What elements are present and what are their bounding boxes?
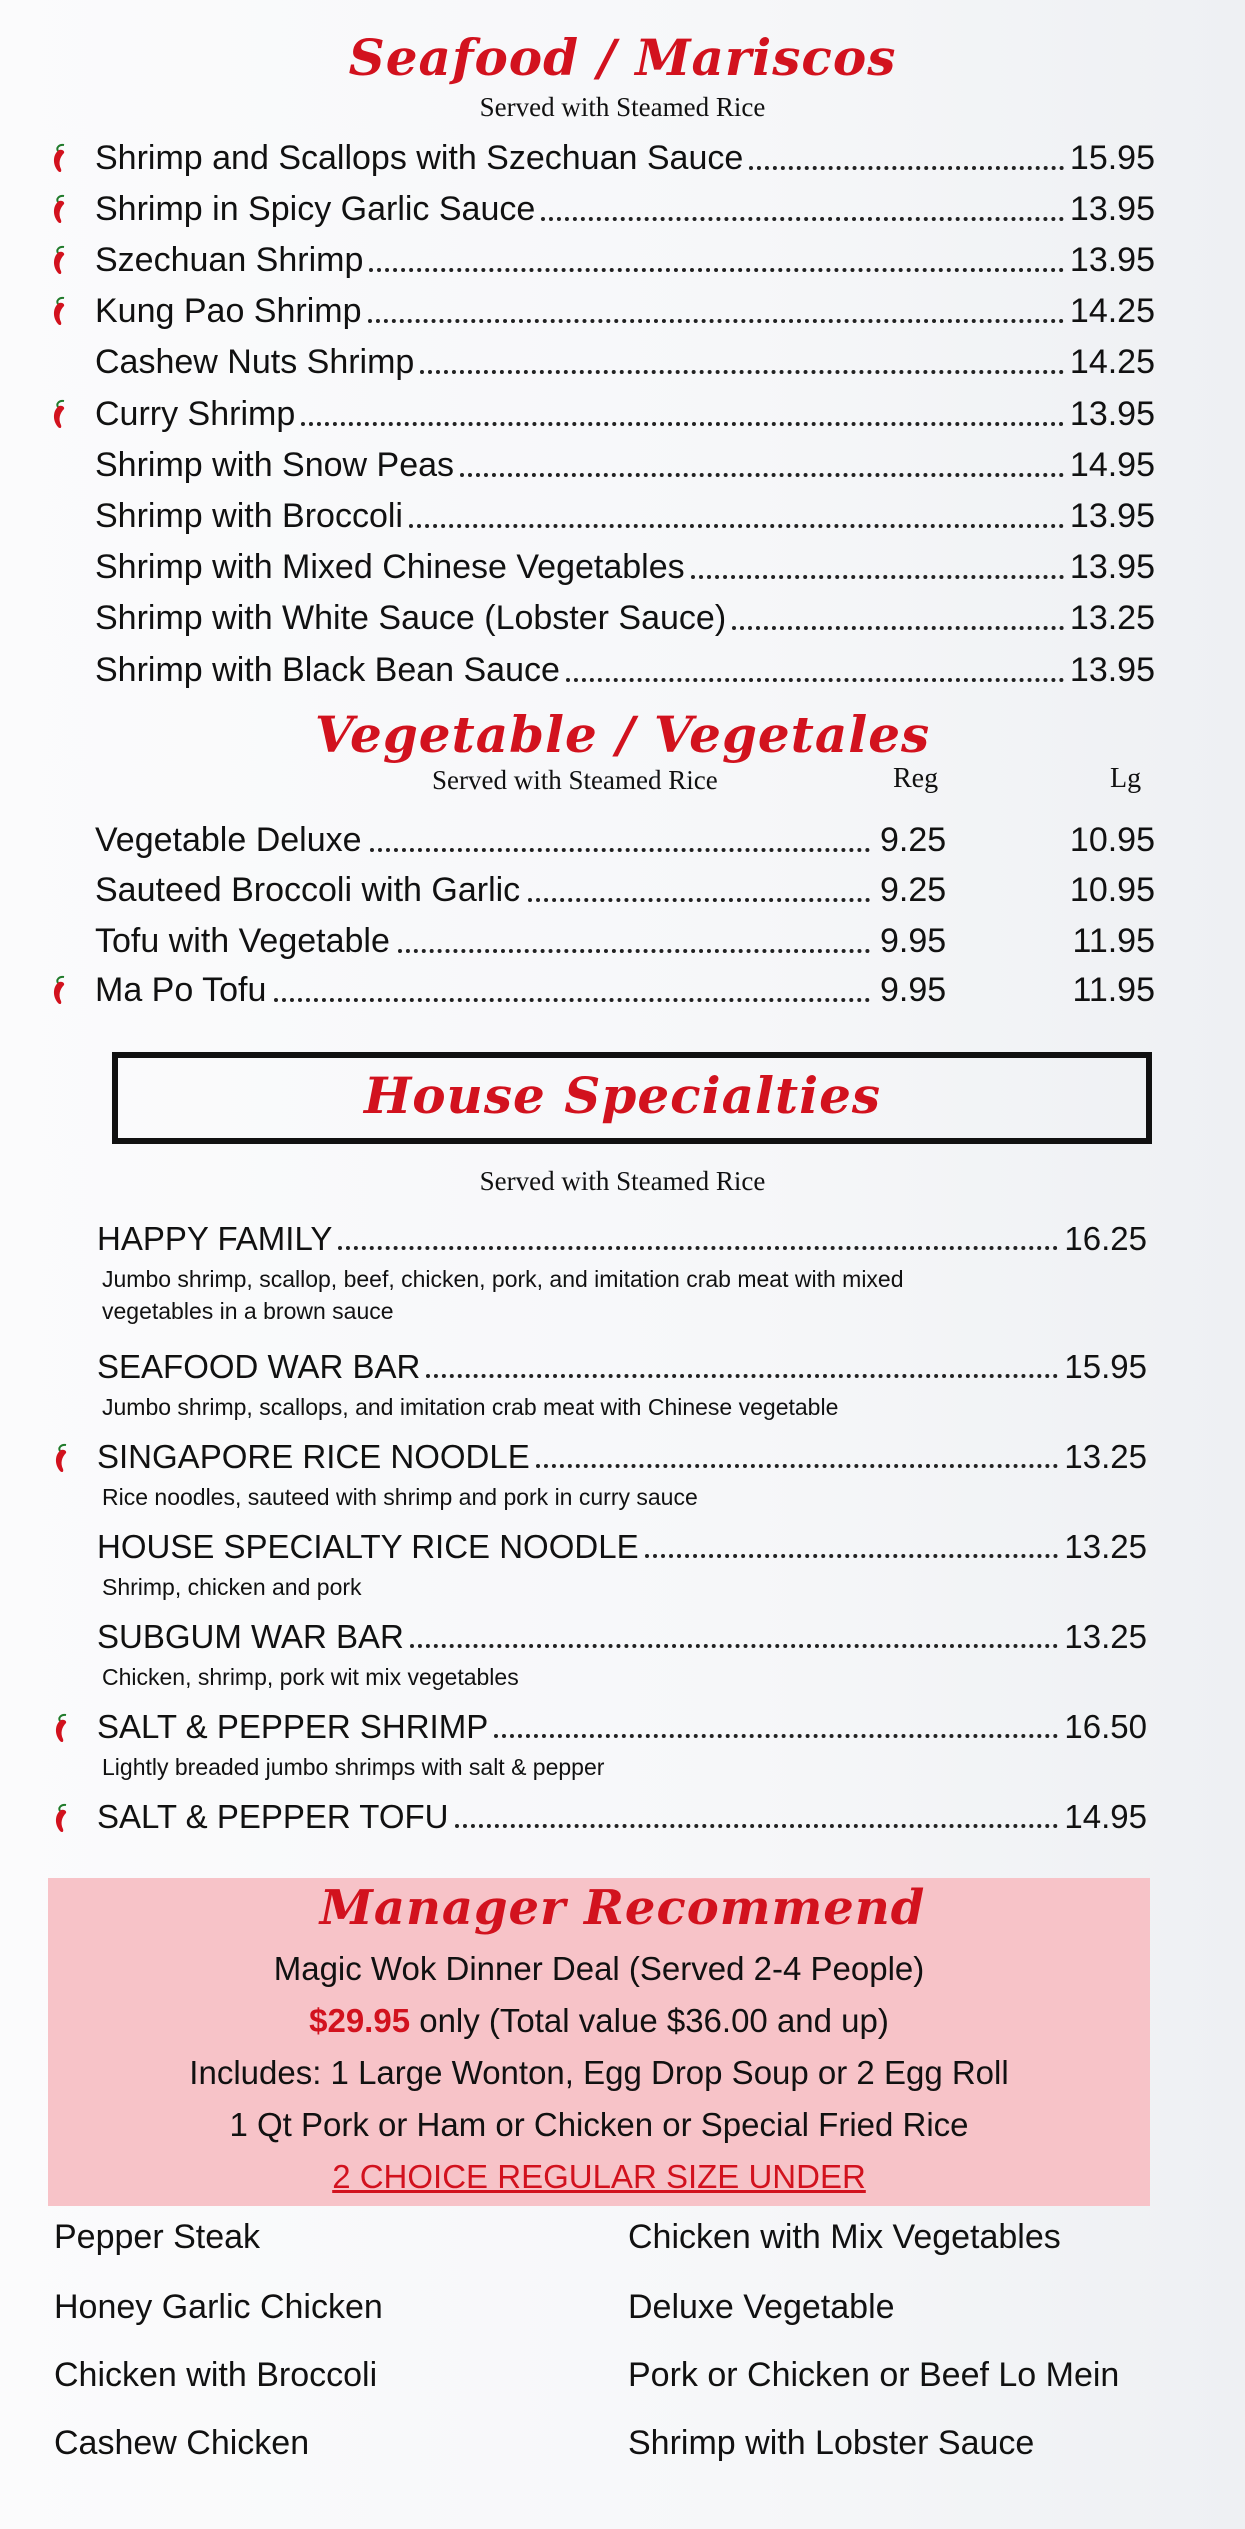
choice-item: Pepper Steak: [54, 2218, 261, 2256]
leader-dots: [566, 677, 1064, 682]
leader-dots: [368, 318, 1064, 323]
vegetable-subtitle: Served with Steamed Rice: [432, 765, 718, 795]
seafood-subtitle: Served with Steamed Rice: [479, 92, 766, 122]
item-price: 16.50: [1064, 1708, 1147, 1745]
item-description: Chicken, shrimp, pork wit mix vegetables: [102, 1664, 519, 1690]
house-item: [97, 1790, 1147, 1836]
house-item: [97, 1520, 1147, 1566]
item-price: 14.25: [1069, 343, 1155, 381]
item-price: 13.95: [1069, 651, 1155, 689]
seafood-item: [95, 232, 1155, 280]
leader-dots: [398, 949, 870, 953]
manager-title: Manager Recommend: [319, 1880, 926, 1936]
leader-dots: [494, 1734, 1058, 1738]
item-price: 14.95: [1064, 1798, 1147, 1835]
item-price: 13.25: [1069, 599, 1155, 637]
leader-dots: [301, 421, 1064, 426]
item-price-large: 10.95: [1069, 871, 1155, 909]
lg-column-label: Lg: [1110, 763, 1142, 794]
item-name: Shrimp with Snow Peas: [95, 446, 455, 484]
house-item: [97, 1610, 1147, 1656]
item-name: HOUSE SPECIALTY RICE NOODLE: [97, 1528, 639, 1565]
item-name: Ma Po Tofu: [95, 971, 267, 1009]
seafood-item: [95, 590, 1155, 638]
includes-line-1: Includes: 1 Large Wonton, Egg Drop Soup or 2 Egg Roll: [189, 2054, 1009, 2091]
item-name: Szechuan Shrimp: [95, 241, 364, 279]
vegetable-item: [95, 962, 1155, 1010]
deal-price-line: [48, 2002, 1150, 2040]
choice-item: Chicken with Mix Vegetables: [628, 2218, 1061, 2256]
leader-dots: [370, 848, 870, 852]
item-name: SEAFOOD WAR BAR: [97, 1348, 421, 1385]
leader-dots: [409, 523, 1064, 528]
leader-dots: [536, 1464, 1059, 1468]
item-price: 13.95: [1069, 190, 1155, 228]
seafood-item: [95, 181, 1155, 229]
item-description: Rice noodles, sauteed with shrimp and pork in curry sauce: [102, 1484, 698, 1510]
item-price: 15.95: [1069, 139, 1155, 177]
item-name: Shrimp with Mixed Chinese Vegetables: [95, 548, 685, 586]
item-price-large: 11.95: [1072, 971, 1155, 1009]
item-name: Shrimp with Broccoli: [95, 497, 403, 535]
deal-price-note: only (Total value $36.00 and up): [410, 2002, 889, 2039]
seafood-item: [95, 488, 1155, 536]
seafood-item: [95, 130, 1155, 178]
chili-pepper-icon: [50, 244, 72, 276]
choice-item: Cashew Chicken: [54, 2424, 310, 2462]
leader-dots: [528, 898, 870, 902]
chili-pepper-icon: [52, 1442, 74, 1474]
leader-dots: [426, 1374, 1058, 1378]
leader-dots: [732, 625, 1064, 630]
chili-pepper-icon: [50, 974, 72, 1006]
seafood-item: [95, 437, 1155, 485]
item-price: 16.25: [1064, 1220, 1147, 1257]
item-price: 14.95: [1069, 446, 1155, 484]
item-description: Lightly breaded jumbo shrimps with salt & pepper: [102, 1754, 605, 1780]
vegetable-item: [95, 812, 1155, 860]
choice-item: Honey Garlic Chicken: [54, 2288, 383, 2326]
item-name: Kung Pao Shrimp: [95, 292, 362, 330]
vegetable-item: [95, 913, 1155, 961]
choice-item: Shrimp with Lobster Sauce: [628, 2424, 1035, 2462]
item-description: Jumbo shrimp, scallop, beef, chicken, pork, and imitation crab meat with mixed: [102, 1266, 904, 1292]
item-name: HAPPY FAMILY: [97, 1220, 333, 1257]
seafood-item: [95, 642, 1155, 690]
leader-dots: [541, 216, 1064, 221]
item-name: SINGAPORE RICE NOODLE: [97, 1438, 530, 1475]
house-title: House Specialties: [363, 1066, 882, 1125]
item-price: 15.95: [1064, 1348, 1147, 1385]
house-subtitle: Served with Steamed Rice: [479, 1166, 766, 1196]
item-name: Tofu with Vegetable: [95, 922, 390, 960]
choice-heading: 2 CHOICE REGULAR SIZE UNDER: [332, 2158, 866, 2195]
seafood-title: Seafood / Mariscos: [348, 28, 897, 87]
leader-dots: [645, 1554, 1059, 1558]
item-description: vegetables in a brown sauce: [102, 1298, 394, 1324]
item-price: 13.95: [1069, 548, 1155, 586]
choice-item: Chicken with Broccoli: [54, 2356, 378, 2394]
vegetable-title: Vegetable / Vegetales: [314, 705, 931, 764]
item-price: 14.25: [1069, 292, 1155, 330]
item-price: 13.95: [1069, 497, 1155, 535]
item-name: Shrimp with Black Bean Sauce: [95, 651, 560, 689]
item-price-regular: 9.95: [880, 971, 947, 1009]
seafood-item: [95, 283, 1155, 331]
item-price-large: 10.95: [1069, 821, 1155, 859]
chili-pepper-icon: [52, 1712, 74, 1744]
chili-pepper-icon: [52, 1802, 74, 1834]
item-name: SALT & PEPPER TOFU: [97, 1798, 449, 1835]
house-item: [97, 1340, 1147, 1386]
item-price: 13.95: [1069, 241, 1155, 279]
house-item: [97, 1212, 1147, 1258]
leader-dots: [420, 369, 1064, 374]
choice-item: Pork or Chicken or Beef Lo Mein: [628, 2356, 1120, 2394]
item-price-regular: 9.25: [880, 821, 947, 859]
seafood-item: [95, 334, 1155, 382]
item-name: Sauteed Broccoli with Garlic: [95, 871, 521, 909]
choice-item: Deluxe Vegetable: [628, 2288, 895, 2326]
item-description: Jumbo shrimp, scallops, and imitation crab meat with Chinese vegetable: [102, 1394, 839, 1420]
item-price-regular: 9.25: [880, 871, 947, 909]
chili-pepper-icon: [50, 193, 72, 225]
item-price: 13.95: [1069, 395, 1155, 433]
chili-pepper-icon: [50, 295, 72, 327]
reg-column-label: Reg: [893, 763, 939, 794]
leader-dots: [455, 1824, 1059, 1828]
item-name: SUBGUM WAR BAR: [97, 1618, 404, 1655]
house-item: [97, 1430, 1147, 1476]
seafood-item: [95, 539, 1155, 587]
leader-dots: [274, 998, 870, 1002]
vegetable-item: [95, 862, 1155, 910]
item-description: Shrimp, chicken and pork: [102, 1574, 362, 1600]
seafood-item: [95, 386, 1155, 434]
item-name: Curry Shrimp: [95, 395, 296, 433]
item-price: 13.25: [1064, 1528, 1147, 1565]
leader-dots: [410, 1644, 1059, 1648]
item-price: 13.25: [1064, 1618, 1147, 1655]
leader-dots: [338, 1246, 1058, 1250]
deal-line: Magic Wok Dinner Deal (Served 2-4 People): [273, 1950, 925, 1987]
item-name: Shrimp in Spicy Garlic Sauce: [95, 190, 536, 228]
leader-dots: [749, 165, 1064, 170]
includes-line-2: 1 Qt Pork or Ham or Chicken or Special Fried Rice: [229, 2106, 969, 2143]
item-name: Shrimp with White Sauce (Lobster Sauce): [95, 599, 727, 637]
item-name: Shrimp and Scallops with Szechuan Sauce: [95, 139, 744, 177]
leader-dots: [691, 574, 1064, 579]
chili-pepper-icon: [50, 142, 72, 174]
leader-dots: [460, 472, 1064, 477]
item-price-regular: 9.95: [880, 922, 947, 960]
item-price-large: 11.95: [1072, 922, 1155, 960]
leader-dots: [369, 267, 1064, 272]
chili-pepper-icon: [50, 398, 72, 430]
item-price: 13.25: [1064, 1438, 1147, 1475]
item-name: Vegetable Deluxe: [95, 821, 362, 859]
item-name: SALT & PEPPER SHRIMP: [97, 1708, 489, 1745]
item-name: Cashew Nuts Shrimp: [95, 343, 415, 381]
deal-price: $29.95: [309, 2002, 411, 2039]
house-item: [97, 1700, 1147, 1746]
